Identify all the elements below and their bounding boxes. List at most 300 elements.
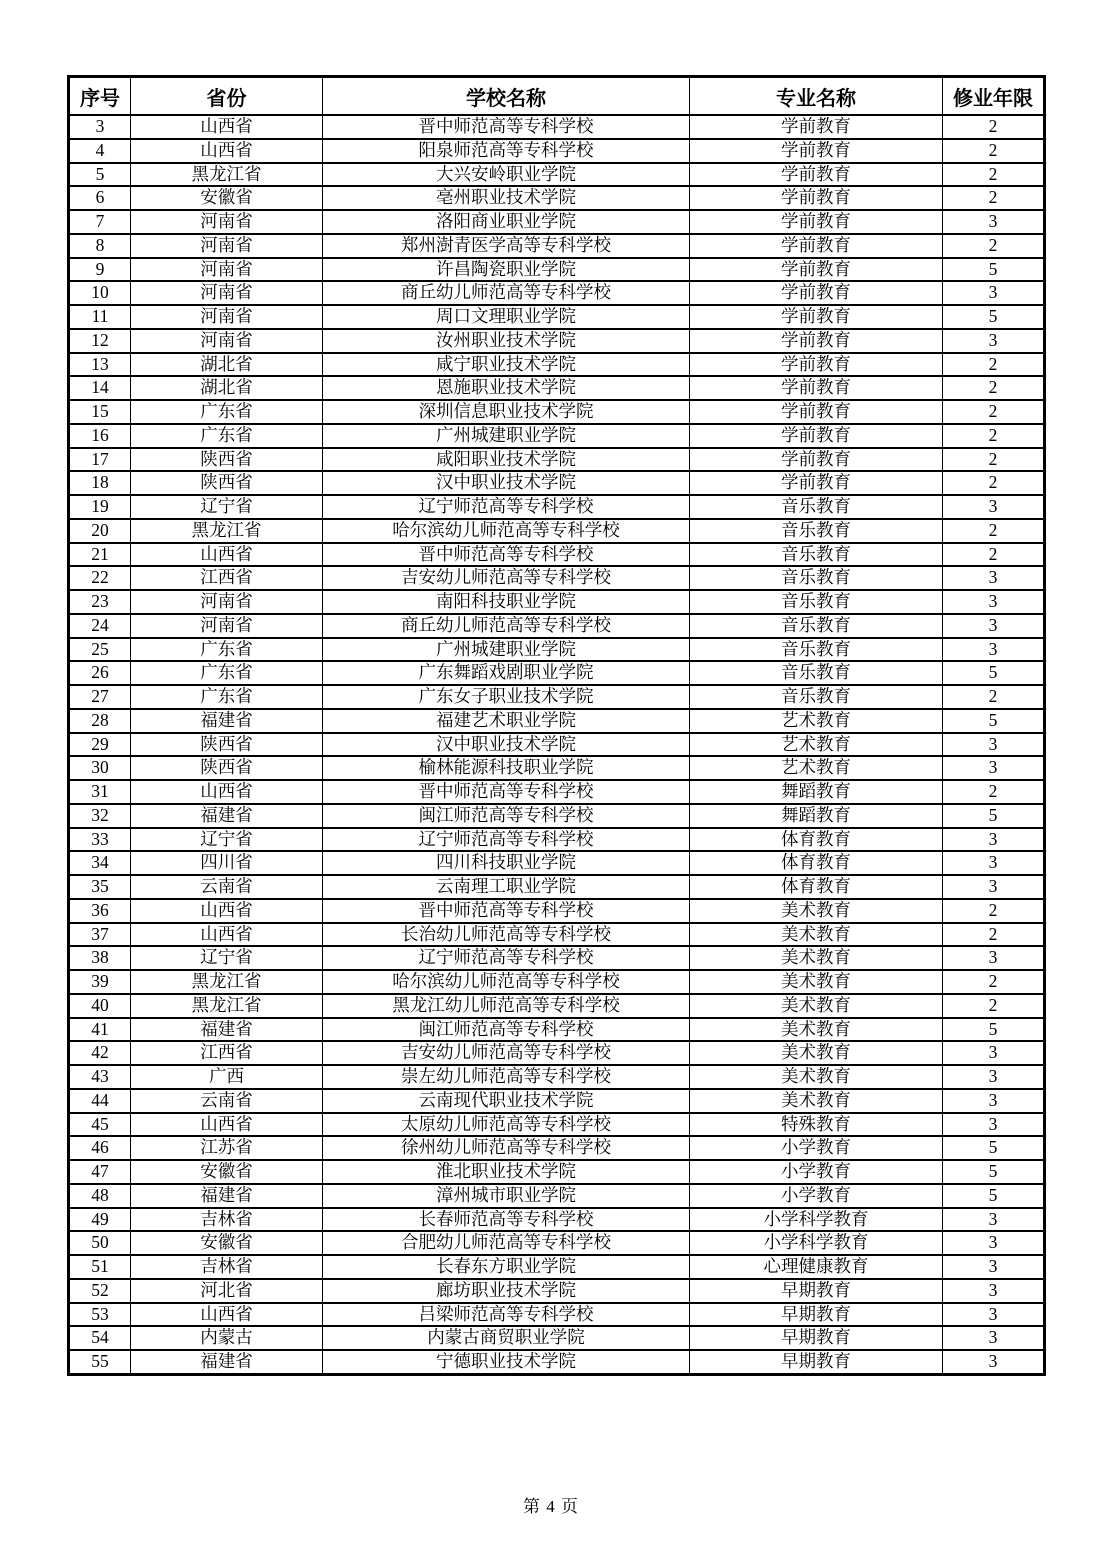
cell-province: 四川省	[131, 851, 323, 875]
cell-province: 山西省	[131, 780, 323, 804]
cell-school: 云南现代职业技术学院	[323, 1089, 690, 1113]
cell-province: 山西省	[131, 899, 323, 923]
cell-years: 2	[943, 780, 1045, 804]
cell-school: 咸宁职业技术学院	[323, 353, 690, 377]
cell-seq: 12	[69, 329, 131, 353]
cell-province: 吉林省	[131, 1255, 323, 1279]
cell-seq: 22	[69, 566, 131, 590]
cell-major: 学前教育	[690, 163, 943, 187]
table-row	[69, 400, 1045, 424]
cell-major: 早期教育	[690, 1279, 943, 1303]
cell-school: 汉中职业技术学院	[323, 471, 690, 495]
cell-years: 2	[943, 519, 1045, 543]
cell-major: 美术教育	[690, 1065, 943, 1089]
cell-seq: 40	[69, 994, 131, 1018]
cell-seq: 50	[69, 1231, 131, 1255]
cell-school: 商丘幼儿师范高等专科学校	[323, 281, 690, 305]
cell-school: 汉中职业技术学院	[323, 733, 690, 757]
cell-years: 2	[943, 424, 1045, 448]
table-row	[69, 281, 1045, 305]
table-row	[69, 1184, 1045, 1208]
cell-seq: 19	[69, 495, 131, 519]
cell-major: 美术教育	[690, 1041, 943, 1065]
column-header-seq: 序号	[69, 77, 131, 116]
cell-school: 崇左幼儿师范高等专科学校	[323, 1065, 690, 1089]
cell-years: 3	[943, 828, 1045, 852]
cell-province: 河南省	[131, 329, 323, 353]
table-row	[69, 733, 1045, 757]
cell-province: 河南省	[131, 305, 323, 329]
cell-province: 安徽省	[131, 1231, 323, 1255]
cell-school: 恩施职业技术学院	[323, 376, 690, 400]
cell-school: 淮北职业技术学院	[323, 1160, 690, 1184]
cell-years: 2	[943, 163, 1045, 187]
cell-seq: 36	[69, 899, 131, 923]
table-row	[69, 1160, 1045, 1184]
table-row	[69, 1018, 1045, 1042]
cell-school: 吉安幼儿师范高等专科学校	[323, 566, 690, 590]
table-row	[69, 709, 1045, 733]
cell-years: 3	[943, 614, 1045, 638]
cell-province: 安徽省	[131, 1160, 323, 1184]
column-header-province: 省份	[131, 77, 323, 116]
cell-major: 学前教育	[690, 424, 943, 448]
cell-school: 哈尔滨幼儿师范高等专科学校	[323, 519, 690, 543]
cell-major: 音乐教育	[690, 661, 943, 685]
cell-major: 美术教育	[690, 1018, 943, 1042]
table-row	[69, 305, 1045, 329]
cell-major: 小学教育	[690, 1160, 943, 1184]
cell-major: 音乐教育	[690, 685, 943, 709]
table-row	[69, 1326, 1045, 1350]
cell-seq: 17	[69, 448, 131, 472]
cell-school: 闽江师范高等专科学校	[323, 804, 690, 828]
cell-province: 湖北省	[131, 376, 323, 400]
cell-seq: 37	[69, 923, 131, 947]
cell-seq: 6	[69, 186, 131, 210]
cell-seq: 54	[69, 1326, 131, 1350]
cell-major: 艺术教育	[690, 756, 943, 780]
table-row	[69, 851, 1045, 875]
cell-school: 晋中师范高等专科学校	[323, 780, 690, 804]
cell-years: 3	[943, 1326, 1045, 1350]
cell-school: 内蒙古商贸职业学院	[323, 1326, 690, 1350]
cell-major: 学前教育	[690, 186, 943, 210]
cell-province: 山西省	[131, 1303, 323, 1327]
cell-years: 2	[943, 234, 1045, 258]
cell-province: 福建省	[131, 804, 323, 828]
cell-major: 学前教育	[690, 115, 943, 139]
cell-seq: 10	[69, 281, 131, 305]
cell-years: 3	[943, 1255, 1045, 1279]
cell-years: 3	[943, 1208, 1045, 1232]
cell-seq: 41	[69, 1018, 131, 1042]
table-row	[69, 756, 1045, 780]
cell-years: 3	[943, 281, 1045, 305]
cell-school: 黑龙江幼儿师范高等专科学校	[323, 994, 690, 1018]
cell-school: 辽宁师范高等专科学校	[323, 495, 690, 519]
cell-school: 商丘幼儿师范高等专科学校	[323, 614, 690, 638]
cell-province: 陕西省	[131, 471, 323, 495]
cell-seq: 13	[69, 353, 131, 377]
cell-years: 5	[943, 709, 1045, 733]
cell-seq: 29	[69, 733, 131, 757]
cell-major: 体育教育	[690, 875, 943, 899]
table-row	[69, 1065, 1045, 1089]
cell-school: 闽江师范高等专科学校	[323, 1018, 690, 1042]
cell-years: 3	[943, 946, 1045, 970]
cell-major: 小学科学教育	[690, 1208, 943, 1232]
table-row	[69, 163, 1045, 187]
cell-major: 音乐教育	[690, 590, 943, 614]
cell-major: 学前教育	[690, 471, 943, 495]
cell-years: 3	[943, 329, 1045, 353]
cell-years: 3	[943, 1231, 1045, 1255]
cell-seq: 45	[69, 1113, 131, 1137]
cell-years: 3	[943, 1350, 1045, 1374]
table-row	[69, 804, 1045, 828]
cell-seq: 46	[69, 1136, 131, 1160]
cell-school: 榆林能源科技职业学院	[323, 756, 690, 780]
cell-years: 5	[943, 1160, 1045, 1184]
table-body	[69, 115, 1045, 1374]
cell-years: 3	[943, 851, 1045, 875]
cell-school: 许昌陶瓷职业学院	[323, 258, 690, 282]
cell-school: 洛阳商业职业学院	[323, 210, 690, 234]
cell-school: 咸阳职业技术学院	[323, 448, 690, 472]
table-row	[69, 638, 1045, 662]
cell-school: 亳州职业技术学院	[323, 186, 690, 210]
cell-province: 黑龙江省	[131, 994, 323, 1018]
cell-seq: 21	[69, 543, 131, 567]
cell-years: 5	[943, 258, 1045, 282]
cell-years: 3	[943, 756, 1045, 780]
cell-major: 美术教育	[690, 946, 943, 970]
table-row	[69, 923, 1045, 947]
table-row	[69, 258, 1045, 282]
cell-years: 2	[943, 448, 1045, 472]
cell-years: 3	[943, 875, 1045, 899]
cell-major: 音乐教育	[690, 638, 943, 662]
cell-province: 黑龙江省	[131, 163, 323, 187]
cell-seq: 8	[69, 234, 131, 258]
cell-province: 广东省	[131, 661, 323, 685]
cell-years: 3	[943, 733, 1045, 757]
cell-major: 音乐教育	[690, 566, 943, 590]
cell-major: 小学科学教育	[690, 1231, 943, 1255]
cell-major: 音乐教育	[690, 543, 943, 567]
cell-school: 辽宁师范高等专科学校	[323, 946, 690, 970]
cell-years: 3	[943, 566, 1045, 590]
table-row	[69, 543, 1045, 567]
cell-province: 福建省	[131, 1184, 323, 1208]
cell-major: 小学教育	[690, 1184, 943, 1208]
table-row	[69, 1113, 1045, 1137]
table-row	[69, 519, 1045, 543]
cell-seq: 43	[69, 1065, 131, 1089]
table-row	[69, 495, 1045, 519]
table-row	[69, 1041, 1045, 1065]
cell-school: 宁德职业技术学院	[323, 1350, 690, 1374]
cell-school: 徐州幼儿师范高等专科学校	[323, 1136, 690, 1160]
table-row	[69, 661, 1045, 685]
column-header-years: 修业年限	[943, 77, 1045, 116]
cell-major: 学前教育	[690, 258, 943, 282]
cell-major: 音乐教育	[690, 519, 943, 543]
column-header-major: 专业名称	[690, 77, 943, 116]
cell-province: 江西省	[131, 1041, 323, 1065]
cell-seq: 5	[69, 163, 131, 187]
cell-major: 音乐教育	[690, 614, 943, 638]
cell-school: 吉安幼儿师范高等专科学校	[323, 1041, 690, 1065]
cell-school: 哈尔滨幼儿师范高等专科学校	[323, 970, 690, 994]
table-row	[69, 614, 1045, 638]
cell-years: 3	[943, 1113, 1045, 1137]
cell-major: 学前教育	[690, 448, 943, 472]
cell-years: 2	[943, 899, 1045, 923]
cell-years: 2	[943, 139, 1045, 163]
cell-major: 小学教育	[690, 1136, 943, 1160]
cell-province: 陕西省	[131, 756, 323, 780]
cell-school: 广州城建职业学院	[323, 638, 690, 662]
cell-school: 郑州澍青医学高等专科学校	[323, 234, 690, 258]
table-row	[69, 994, 1045, 1018]
cell-major: 学前教育	[690, 281, 943, 305]
cell-province: 山西省	[131, 115, 323, 139]
cell-province: 云南省	[131, 875, 323, 899]
cell-seq: 48	[69, 1184, 131, 1208]
cell-school: 深圳信息职业技术学院	[323, 400, 690, 424]
cell-major: 美术教育	[690, 994, 943, 1018]
cell-province: 河南省	[131, 281, 323, 305]
cell-years: 2	[943, 186, 1045, 210]
cell-school: 廊坊职业技术学院	[323, 1279, 690, 1303]
cell-school: 合肥幼儿师范高等专科学校	[323, 1231, 690, 1255]
cell-seq: 11	[69, 305, 131, 329]
cell-seq: 16	[69, 424, 131, 448]
cell-seq: 27	[69, 685, 131, 709]
cell-school: 广东女子职业技术学院	[323, 685, 690, 709]
cell-seq: 55	[69, 1350, 131, 1374]
cell-years: 3	[943, 1089, 1045, 1113]
table-row	[69, 353, 1045, 377]
cell-years: 2	[943, 471, 1045, 495]
cell-years: 3	[943, 210, 1045, 234]
cell-school: 晋中师范高等专科学校	[323, 543, 690, 567]
cell-major: 美术教育	[690, 923, 943, 947]
cell-seq: 42	[69, 1041, 131, 1065]
table-row	[69, 1136, 1045, 1160]
cell-major: 学前教育	[690, 329, 943, 353]
cell-province: 山西省	[131, 543, 323, 567]
cell-province: 广东省	[131, 400, 323, 424]
cell-province: 安徽省	[131, 186, 323, 210]
cell-major: 学前教育	[690, 353, 943, 377]
table-row	[69, 210, 1045, 234]
cell-school: 四川科技职业学院	[323, 851, 690, 875]
table-header-row	[69, 77, 1045, 116]
cell-school: 长春东方职业学院	[323, 1255, 690, 1279]
cell-seq: 53	[69, 1303, 131, 1327]
cell-major: 舞蹈教育	[690, 804, 943, 828]
cell-province: 广东省	[131, 638, 323, 662]
cell-province: 湖北省	[131, 353, 323, 377]
cell-years: 2	[943, 970, 1045, 994]
cell-years: 5	[943, 804, 1045, 828]
cell-province: 广东省	[131, 685, 323, 709]
table-row	[69, 139, 1045, 163]
cell-years: 5	[943, 1136, 1045, 1160]
cell-seq: 30	[69, 756, 131, 780]
cell-years: 5	[943, 661, 1045, 685]
cell-major: 美术教育	[690, 899, 943, 923]
table-row	[69, 376, 1045, 400]
cell-province: 陕西省	[131, 448, 323, 472]
cell-major: 早期教育	[690, 1303, 943, 1327]
cell-seq: 47	[69, 1160, 131, 1184]
cell-province: 广东省	[131, 424, 323, 448]
cell-province: 河北省	[131, 1279, 323, 1303]
table-row	[69, 424, 1045, 448]
cell-years: 3	[943, 1041, 1045, 1065]
table-row	[69, 828, 1045, 852]
cell-seq: 38	[69, 946, 131, 970]
cell-seq: 24	[69, 614, 131, 638]
page-number-footer: 第 4 页	[523, 1497, 579, 1516]
cell-province: 福建省	[131, 1018, 323, 1042]
table-row	[69, 1255, 1045, 1279]
column-header-school: 学校名称	[323, 77, 690, 116]
cell-major: 美术教育	[690, 970, 943, 994]
cell-years: 2	[943, 685, 1045, 709]
cell-years: 3	[943, 638, 1045, 662]
table-row	[69, 1089, 1045, 1113]
cell-major: 舞蹈教育	[690, 780, 943, 804]
cell-school: 广州城建职业学院	[323, 424, 690, 448]
table-row	[69, 946, 1045, 970]
cell-seq: 26	[69, 661, 131, 685]
cell-seq: 4	[69, 139, 131, 163]
cell-seq: 28	[69, 709, 131, 733]
cell-seq: 51	[69, 1255, 131, 1279]
table-row	[69, 899, 1045, 923]
cell-years: 3	[943, 1279, 1045, 1303]
cell-school: 阳泉师范高等专科学校	[323, 139, 690, 163]
cell-major: 学前教育	[690, 400, 943, 424]
cell-major: 艺术教育	[690, 733, 943, 757]
cell-province: 江西省	[131, 566, 323, 590]
cell-seq: 3	[69, 115, 131, 139]
cell-major: 美术教育	[690, 1089, 943, 1113]
cell-school: 太原幼儿师范高等专科学校	[323, 1113, 690, 1137]
cell-seq: 31	[69, 780, 131, 804]
cell-major: 学前教育	[690, 139, 943, 163]
cell-school: 福建艺术职业学院	[323, 709, 690, 733]
cell-years: 2	[943, 543, 1045, 567]
cell-province: 黑龙江省	[131, 519, 323, 543]
cell-province: 福建省	[131, 709, 323, 733]
table-row	[69, 234, 1045, 258]
cell-province: 福建省	[131, 1350, 323, 1374]
cell-seq: 23	[69, 590, 131, 614]
cell-school: 南阳科技职业学院	[323, 590, 690, 614]
cell-seq: 49	[69, 1208, 131, 1232]
cell-province: 山西省	[131, 1113, 323, 1137]
table-row	[69, 448, 1045, 472]
table-row	[69, 780, 1045, 804]
cell-school: 云南理工职业学院	[323, 875, 690, 899]
cell-seq: 33	[69, 828, 131, 852]
table-row	[69, 590, 1045, 614]
table-row	[69, 1208, 1045, 1232]
cell-province: 广西	[131, 1065, 323, 1089]
table-row	[69, 115, 1045, 139]
table-row	[69, 566, 1045, 590]
cell-school: 长治幼儿师范高等专科学校	[323, 923, 690, 947]
cell-seq: 32	[69, 804, 131, 828]
table-row	[69, 471, 1045, 495]
cell-province: 内蒙古	[131, 1326, 323, 1350]
table-row	[69, 1350, 1045, 1374]
table-row	[69, 1303, 1045, 1327]
cell-seq: 18	[69, 471, 131, 495]
cell-seq: 52	[69, 1279, 131, 1303]
table-head	[69, 77, 1045, 116]
school-major-table	[67, 75, 1046, 1376]
cell-major: 心理健康教育	[690, 1255, 943, 1279]
cell-seq: 35	[69, 875, 131, 899]
cell-school: 大兴安岭职业学院	[323, 163, 690, 187]
cell-years: 2	[943, 994, 1045, 1018]
cell-major: 学前教育	[690, 305, 943, 329]
cell-school: 长春师范高等专科学校	[323, 1208, 690, 1232]
cell-years: 3	[943, 1303, 1045, 1327]
cell-major: 体育教育	[690, 851, 943, 875]
cell-province: 山西省	[131, 923, 323, 947]
cell-province: 山西省	[131, 139, 323, 163]
cell-school: 漳州城市职业学院	[323, 1184, 690, 1208]
cell-province: 河南省	[131, 614, 323, 638]
cell-years: 2	[943, 923, 1045, 947]
cell-province: 陕西省	[131, 733, 323, 757]
cell-years: 2	[943, 400, 1045, 424]
cell-province: 河南省	[131, 234, 323, 258]
cell-school: 晋中师范高等专科学校	[323, 115, 690, 139]
cell-major: 学前教育	[690, 210, 943, 234]
table-row	[69, 685, 1045, 709]
cell-school: 晋中师范高等专科学校	[323, 899, 690, 923]
cell-seq: 9	[69, 258, 131, 282]
table-row	[69, 1231, 1045, 1255]
cell-major: 艺术教育	[690, 709, 943, 733]
cell-years: 2	[943, 115, 1045, 139]
cell-years: 2	[943, 353, 1045, 377]
cell-years: 3	[943, 1065, 1045, 1089]
cell-province: 辽宁省	[131, 946, 323, 970]
cell-major: 学前教育	[690, 234, 943, 258]
cell-school: 吕梁师范高等专科学校	[323, 1303, 690, 1327]
cell-province: 河南省	[131, 590, 323, 614]
cell-years: 3	[943, 495, 1045, 519]
cell-years: 5	[943, 1018, 1045, 1042]
cell-province: 河南省	[131, 258, 323, 282]
cell-major: 早期教育	[690, 1326, 943, 1350]
cell-seq: 39	[69, 970, 131, 994]
cell-school: 汝州职业技术学院	[323, 329, 690, 353]
cell-years: 5	[943, 305, 1045, 329]
cell-seq: 25	[69, 638, 131, 662]
cell-major: 音乐教育	[690, 495, 943, 519]
